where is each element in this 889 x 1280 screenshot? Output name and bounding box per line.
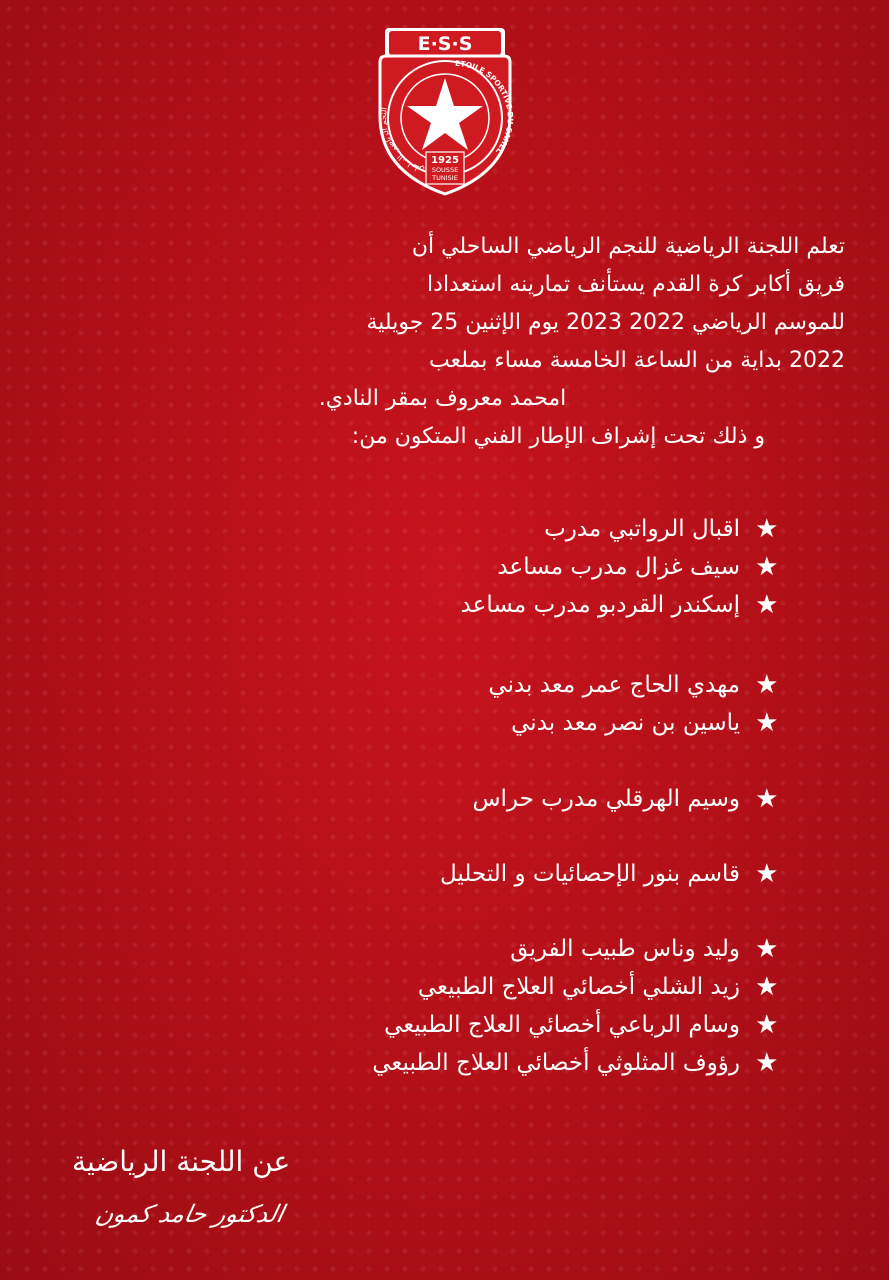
star-bullet-icon: ★ (755, 670, 779, 700)
intro-line: 2022 بداية من الساعة الخامسة مساء بملعب (429, 348, 845, 373)
logo-city: SOUSSE (431, 166, 459, 174)
signature: الدكتور حامد كمون (93, 1200, 287, 1228)
club-logo (370, 26, 520, 196)
star-bullet-icon: ★ (755, 859, 779, 889)
star-bullet-icon: ★ (755, 1010, 779, 1040)
star-bullet-icon: ★ (755, 708, 779, 738)
staff-item (40, 855, 780, 893)
staff-group-goalkeeping (40, 780, 780, 818)
staff-name: قاسم بنور الإحصائيات و التحليل (440, 861, 740, 887)
logo-acronym: E·S·S (417, 33, 473, 55)
staff-item (40, 586, 780, 624)
logo-country: TUNISIE (432, 174, 458, 182)
staff-name: وليد وناس طبيب الفريق (510, 936, 740, 962)
announcement-text (40, 228, 845, 456)
intro-line: تعلم اللجنة الرياضية للنجم الرياضي الساحلي أن (411, 234, 845, 259)
staff-name: زيد الشلي أخصائي العلاج الطبيعي (417, 974, 740, 1000)
staff-name: سيف غزال مدرب مساعد (497, 554, 740, 580)
logo-arabic-name: النجم الرياضي الساحلي (378, 106, 426, 175)
staff-item (40, 968, 780, 1006)
staff-item (40, 704, 780, 742)
star-bullet-icon: ★ (755, 552, 779, 582)
staff-name: رؤوف المثلوثي أخصائي العلاج الطبيعي (372, 1050, 740, 1076)
star-bullet-icon: ★ (755, 1048, 779, 1078)
staff-item (40, 780, 780, 818)
staff-name: مهدي الحاج عمر معد بدني (488, 672, 740, 698)
staff-group-coaches (40, 510, 780, 624)
staff-name: ياسين بن نصر معد بدني (511, 710, 740, 736)
staff-item (40, 1044, 780, 1082)
staff-item (40, 666, 780, 704)
signoff-title: عن اللجنة الرياضية (72, 1145, 291, 1178)
staff-name: إسكندر القردبو مدرب مساعد (460, 592, 740, 618)
star-bullet-icon: ★ (755, 590, 779, 620)
star-bullet-icon: ★ (755, 514, 779, 544)
staff-item (40, 510, 780, 548)
staff-group-fitness (40, 666, 780, 742)
staff-name: وسام الرباعي أخصائي العلاج الطبيعي (384, 1012, 740, 1038)
staff-name: وسيم الهرقلي مدرب حراس (472, 786, 740, 812)
intro-line: امحمد معروف بمقر النادي. (318, 386, 567, 411)
logo-year: 1925 (431, 155, 459, 166)
staff-group-analysis (40, 855, 780, 893)
staff-item (40, 1006, 780, 1044)
staff-group-medical (40, 930, 780, 1082)
intro-line: للموسم الرياضي 2022 2023 يوم الإثنين 25 جويلية (366, 310, 845, 335)
star-bullet-icon: ★ (755, 934, 779, 964)
staff-name: اقبال الرواتبي مدرب (544, 516, 740, 542)
staff-item (40, 548, 780, 586)
staff-item (40, 930, 780, 968)
star-bullet-icon: ★ (755, 972, 779, 1002)
logo-french-name: ETOILE SPORTIVE DU SAHEL (454, 58, 515, 156)
intro-line: فريق أكابر كرة القدم يستأنف تمارينه استعدادا (427, 272, 845, 297)
intro-line: و ذلك تحت إشراف الإطار الفني المتكون من: (351, 424, 765, 449)
star-bullet-icon: ★ (755, 784, 779, 814)
